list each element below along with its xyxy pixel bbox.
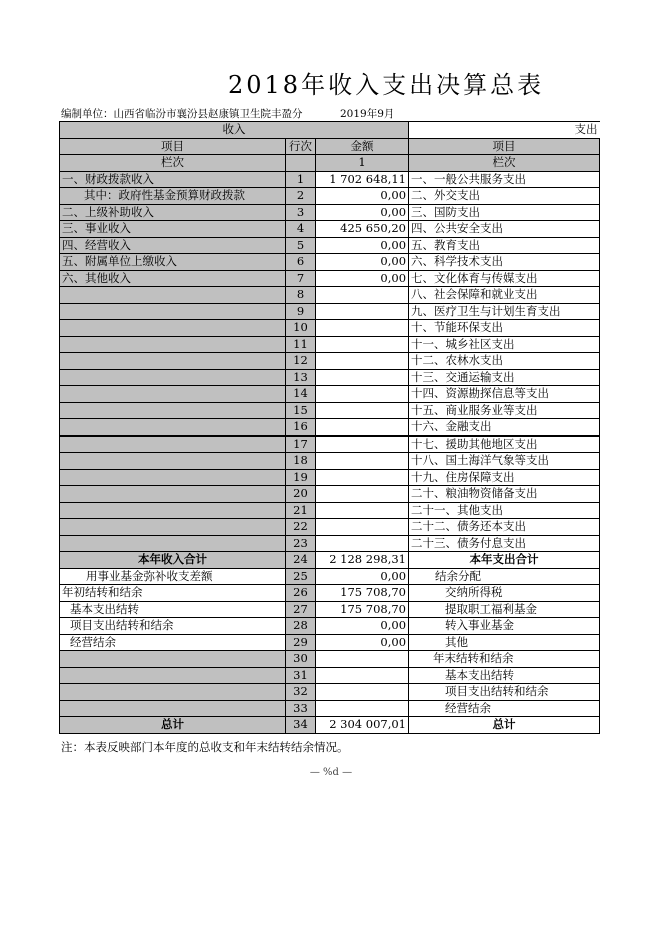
income-item-cell: 本年收入合计 bbox=[60, 552, 286, 569]
amount-cell bbox=[316, 303, 409, 320]
income-item-cell: 总计 bbox=[60, 717, 286, 734]
expense-section-header: 支出 bbox=[409, 122, 600, 139]
income-item-cell bbox=[60, 303, 286, 320]
amount-cell bbox=[316, 402, 409, 419]
table-row bbox=[60, 336, 600, 353]
line-number-cell: 34 bbox=[286, 717, 316, 734]
line-number-cell: 26 bbox=[286, 585, 316, 602]
line-number-cell: 18 bbox=[286, 453, 316, 470]
income-item-cell bbox=[60, 667, 286, 684]
expense-item-cell: 四、公共安全支出 bbox=[409, 221, 600, 238]
expense-item-cell: 本年支出合计 bbox=[409, 552, 600, 569]
line-number-cell: 1 bbox=[286, 171, 316, 188]
table-row bbox=[60, 204, 600, 221]
amount-cell bbox=[316, 519, 409, 536]
table-note: 注：本表反映部门本年度的总收支和年末结转结余情况。 bbox=[61, 740, 349, 754]
line-number-cell: 13 bbox=[286, 369, 316, 386]
expense-item-cell: 十六、金融支出 bbox=[409, 419, 600, 436]
income-item-cell bbox=[60, 651, 286, 668]
expense-item-cell: 总计 bbox=[409, 717, 600, 734]
column-number-row bbox=[60, 155, 600, 172]
line-number-cell: 21 bbox=[286, 502, 316, 519]
table-row bbox=[60, 667, 600, 684]
income-item-cell bbox=[60, 535, 286, 552]
line-number-cell: 15 bbox=[286, 402, 316, 419]
expense-item-cell: 二十二、债务还本支出 bbox=[409, 519, 600, 536]
table-row bbox=[60, 535, 600, 552]
table-row bbox=[60, 453, 600, 470]
expense-item-cell: 十九、住房保障支出 bbox=[409, 469, 600, 486]
amount-cell bbox=[316, 502, 409, 519]
line-number-cell: 16 bbox=[286, 419, 316, 436]
amount-column-number: 1 bbox=[316, 155, 409, 172]
report-title: 2018年收入支出决算总表 bbox=[228, 71, 545, 96]
line-number-cell: 24 bbox=[286, 552, 316, 569]
expense-column-label: 栏次 bbox=[409, 155, 600, 172]
table-row bbox=[60, 419, 600, 436]
report-table bbox=[59, 121, 600, 734]
income-item-cell bbox=[60, 369, 286, 386]
income-item-cell bbox=[60, 320, 286, 337]
income-item-cell bbox=[60, 502, 286, 519]
line-number-cell: 20 bbox=[286, 486, 316, 503]
line-number-cell: 5 bbox=[286, 237, 316, 254]
income-item-cell: 项目支出结转和结余 bbox=[60, 618, 286, 635]
expense-item-cell: 一、一般公共服务支出 bbox=[409, 171, 600, 188]
income-item-cell: 经营结余 bbox=[60, 634, 286, 651]
amount-cell: 2 128 298,31 bbox=[316, 552, 409, 569]
expense-item-header: 项目 bbox=[409, 138, 600, 155]
expense-item-cell: 其他 bbox=[409, 634, 600, 651]
income-item-cell bbox=[60, 386, 286, 403]
amount-cell bbox=[316, 369, 409, 386]
table-row bbox=[60, 568, 600, 585]
expense-item-cell: 六、科学技术支出 bbox=[409, 254, 600, 271]
line-number-cell: 25 bbox=[286, 568, 316, 585]
income-section-header: 收入 bbox=[60, 122, 409, 139]
expense-item-cell: 十四、资源勘探信息等支出 bbox=[409, 386, 600, 403]
amount-cell: 175 708,70 bbox=[316, 585, 409, 602]
line-number-cell: 30 bbox=[286, 651, 316, 668]
income-item-cell: 年初结转和结余 bbox=[60, 585, 286, 602]
amount-cell: 0,00 bbox=[316, 568, 409, 585]
income-item-cell: 四、经营收入 bbox=[60, 237, 286, 254]
amount-cell bbox=[316, 684, 409, 701]
expense-item-cell: 提取职工福利基金 bbox=[409, 601, 600, 618]
line-number-cell: 2 bbox=[286, 188, 316, 205]
line-number-cell: 27 bbox=[286, 601, 316, 618]
table-row bbox=[60, 353, 600, 370]
amount-cell: 0,00 bbox=[316, 237, 409, 254]
line-number-cell: 3 bbox=[286, 204, 316, 221]
table-row bbox=[60, 188, 600, 205]
line-number-cell: 31 bbox=[286, 667, 316, 684]
amount-cell bbox=[316, 535, 409, 552]
amount-cell bbox=[316, 287, 409, 304]
line-number-cell: 28 bbox=[286, 618, 316, 635]
table-row bbox=[60, 651, 600, 668]
line-number-cell: 4 bbox=[286, 221, 316, 238]
expense-item-cell: 十、节能环保支出 bbox=[409, 320, 600, 337]
income-item-cell bbox=[60, 402, 286, 419]
income-item-cell: 六、其他收入 bbox=[60, 270, 286, 287]
amount-cell bbox=[316, 700, 409, 717]
expense-item-cell: 七、文化体育与传媒支出 bbox=[409, 270, 600, 287]
income-item-cell bbox=[60, 519, 286, 536]
table-row bbox=[60, 552, 600, 569]
expense-item-cell: 十二、农林水支出 bbox=[409, 353, 600, 370]
amount-cell bbox=[316, 667, 409, 684]
table-row bbox=[60, 700, 600, 717]
amount-cell bbox=[316, 453, 409, 470]
expense-item-cell: 十八、国土海洋气象等支出 bbox=[409, 453, 600, 470]
income-item-cell bbox=[60, 486, 286, 503]
table-row bbox=[60, 585, 600, 602]
table-row bbox=[60, 634, 600, 651]
amount-cell: 0,00 bbox=[316, 254, 409, 271]
income-item-cell bbox=[60, 700, 286, 717]
income-item-cell: 其中：政府性基金预算财政拨款 bbox=[60, 188, 286, 205]
amount-cell: 1 702 648,11 bbox=[316, 171, 409, 188]
income-item-cell: 五、附属单位上缴收入 bbox=[60, 254, 286, 271]
table-row bbox=[60, 502, 600, 519]
table-row bbox=[60, 221, 600, 238]
expense-item-cell: 五、教育支出 bbox=[409, 237, 600, 254]
expense-item-cell: 十三、交通运输支出 bbox=[409, 369, 600, 386]
amount-cell bbox=[316, 320, 409, 337]
table-row bbox=[60, 601, 600, 618]
income-item-cell bbox=[60, 287, 286, 304]
line-number-cell: 19 bbox=[286, 469, 316, 486]
expense-item-cell: 二十一、其他支出 bbox=[409, 502, 600, 519]
table-row bbox=[60, 320, 600, 337]
expense-item-cell: 经营结余 bbox=[409, 700, 600, 717]
income-item-cell bbox=[60, 453, 286, 470]
table-row bbox=[60, 270, 600, 287]
section-header-row bbox=[60, 122, 600, 139]
table-row bbox=[60, 469, 600, 486]
amount-cell: 0,00 bbox=[316, 270, 409, 287]
income-item-cell: 三、事业收入 bbox=[60, 221, 286, 238]
line-number-cell: 8 bbox=[286, 287, 316, 304]
line-number-cell: 7 bbox=[286, 270, 316, 287]
table-row bbox=[60, 618, 600, 635]
line-header: 行次 bbox=[286, 138, 316, 155]
amount-cell bbox=[316, 651, 409, 668]
expense-item-cell: 项目支出结转和结余 bbox=[409, 684, 600, 701]
income-item-cell bbox=[60, 436, 286, 453]
table-row bbox=[60, 717, 600, 734]
column-label: 栏次 bbox=[60, 155, 286, 172]
line-number-cell: 9 bbox=[286, 303, 316, 320]
expense-item-cell: 结余分配 bbox=[409, 568, 600, 585]
income-item-cell: 一、财政拨款收入 bbox=[60, 171, 286, 188]
income-item-cell bbox=[60, 419, 286, 436]
line-number-cell: 14 bbox=[286, 386, 316, 403]
amount-cell bbox=[316, 436, 409, 453]
table-row bbox=[60, 171, 600, 188]
table-row bbox=[60, 436, 600, 453]
expense-item-cell: 十一、城乡社区支出 bbox=[409, 336, 600, 353]
amount-cell: 425 650,20 bbox=[316, 221, 409, 238]
expense-item-cell: 基本支出结转 bbox=[409, 667, 600, 684]
line-number-cell: 12 bbox=[286, 353, 316, 370]
amount-cell bbox=[316, 486, 409, 503]
line-number-blank bbox=[286, 155, 316, 172]
expense-item-cell: 九、医疗卫生与计划生育支出 bbox=[409, 303, 600, 320]
table-row bbox=[60, 237, 600, 254]
amount-cell bbox=[316, 419, 409, 436]
table-row bbox=[60, 684, 600, 701]
column-header-row bbox=[60, 138, 600, 155]
table-row bbox=[60, 402, 600, 419]
amount-cell: 0,00 bbox=[316, 188, 409, 205]
line-number-cell: 17 bbox=[286, 436, 316, 453]
line-number-cell: 6 bbox=[286, 254, 316, 271]
table-row bbox=[60, 519, 600, 536]
line-number-cell: 10 bbox=[286, 320, 316, 337]
expense-item-cell: 交纳所得税 bbox=[409, 585, 600, 602]
line-number-cell: 33 bbox=[286, 700, 316, 717]
report-title-box bbox=[0, 66, 662, 96]
amount-cell bbox=[316, 353, 409, 370]
line-number-cell: 23 bbox=[286, 535, 316, 552]
expense-item-cell: 十七、援助其他地区支出 bbox=[409, 436, 600, 453]
line-number-cell: 29 bbox=[286, 634, 316, 651]
table-row bbox=[60, 287, 600, 304]
line-number-cell: 22 bbox=[286, 519, 316, 536]
line-number-cell: 32 bbox=[286, 684, 316, 701]
expense-item-cell: 二、外交支出 bbox=[409, 188, 600, 205]
income-item-cell bbox=[60, 336, 286, 353]
amount-header: 金额 bbox=[316, 138, 409, 155]
amount-cell bbox=[316, 386, 409, 403]
expense-item-cell: 三、国防支出 bbox=[409, 204, 600, 221]
table-row bbox=[60, 386, 600, 403]
table-row bbox=[60, 486, 600, 503]
amount-cell bbox=[316, 469, 409, 486]
expense-item-cell: 转入事业基金 bbox=[409, 618, 600, 635]
unit-label: 编制单位：山西省临汾市襄汾县赵康镇卫生院丰盈分 bbox=[61, 108, 303, 120]
table-row bbox=[60, 369, 600, 386]
income-item-cell: 基本支出结转 bbox=[60, 601, 286, 618]
income-item-cell bbox=[60, 684, 286, 701]
amount-cell: 0,00 bbox=[316, 634, 409, 651]
income-item-cell bbox=[60, 353, 286, 370]
income-item-cell: 二、上级补助收入 bbox=[60, 204, 286, 221]
expense-item-cell: 年末结转和结余 bbox=[409, 651, 600, 668]
table-row bbox=[60, 254, 600, 271]
expense-item-cell: 八、社会保障和就业支出 bbox=[409, 287, 600, 304]
expense-item-cell: 二十、粮油物资储备支出 bbox=[409, 486, 600, 503]
report-date: 2019年9月 bbox=[340, 108, 395, 120]
income-item-cell bbox=[60, 469, 286, 486]
amount-cell: 2 304 007,01 bbox=[316, 717, 409, 734]
amount-cell: 175 708,70 bbox=[316, 601, 409, 618]
amount-cell: 0,00 bbox=[316, 204, 409, 221]
amount-cell: 0,00 bbox=[316, 618, 409, 635]
expense-item-cell: 十五、商业服务业等支出 bbox=[409, 402, 600, 419]
income-item-header: 项目 bbox=[60, 138, 286, 155]
table-row bbox=[60, 303, 600, 320]
income-item-cell: 用事业基金弥补收支差额 bbox=[60, 568, 286, 585]
line-number-cell: 11 bbox=[286, 336, 316, 353]
amount-cell bbox=[316, 336, 409, 353]
expense-item-cell: 二十三、债务付息支出 bbox=[409, 535, 600, 552]
page-footer: — %d — bbox=[309, 767, 353, 778]
